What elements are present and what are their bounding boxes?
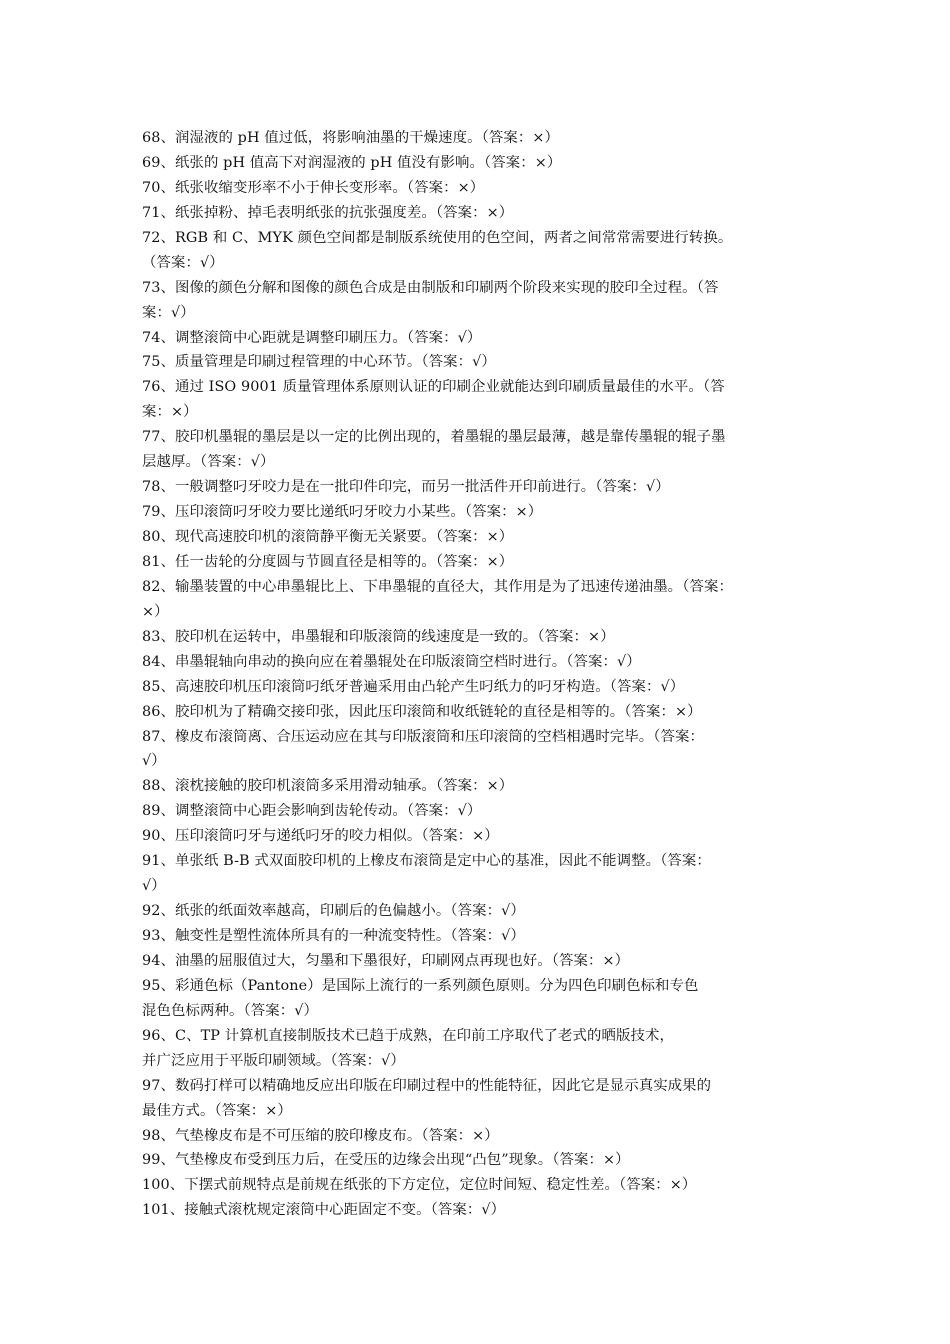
text-line: 81、任一齿轮的分度圆与节圆直径是相等的。（答案：×）	[142, 553, 514, 570]
text-line: 96、C、TP 计算机直接制版技术已趋于成熟，在印前工序取代了老式的晒版技术，	[142, 1027, 674, 1044]
text-line: 案：×）	[142, 404, 198, 421]
text-line: 并广泛应用于平版印刷领域。（答案：√）	[142, 1052, 405, 1069]
text-line: 75、质量管理是印刷过程管理的中心环节。（答案：√）	[142, 354, 496, 371]
text-line: 76、通过 ISO 9001 质量管理体系原则认证的印刷企业就能达到印刷质量最佳的水平。（答	[142, 379, 725, 396]
text-line: 89、调整滚筒中心距会影响到齿轮传动。（答案：√）	[142, 803, 482, 820]
text-line: 层越厚。（答案：√）	[142, 454, 275, 471]
text-line: 87、橡皮布滚筒离、合压运动应在其与印版滚筒和压印滚筒的空档相遇时完毕。（答案：	[142, 728, 704, 745]
text-line: 74、调整滚筒中心距就是调整印刷压力。（答案：√）	[142, 329, 482, 346]
text-line: 85、高速胶印机压印滚筒叼纸牙普遍采用由凸轮产生叼纸力的叼牙构造。（答案：√）	[142, 678, 685, 695]
text-line: 93、触变性是塑性流体所具有的一种流变特性。（答案：√）	[142, 928, 525, 944]
text-line: 71、纸张掉粉、掉毛表明纸张的抗张强度差。（答案：×）	[142, 204, 514, 221]
text-line: 86、胶印机为了精确交接印张，因此压印滚筒和收纸链轮的直径是相等的。（答案：×）	[142, 703, 702, 720]
text-line: 70、纸张收缩变形率不小于伸长变形率。（答案：×）	[142, 179, 485, 196]
text-line: ×）	[142, 603, 169, 620]
text-line: 案：√）	[142, 304, 195, 321]
text-line: 84、串墨辊轴向串动的换向应在着墨辊处在印版滚筒空档时进行。（答案：√）	[142, 653, 641, 670]
text-line: 80、现代高速胶印机的滚筒静平衡无关紧要。（答案：×）	[142, 529, 514, 545]
text-line: 92、纸张的纸面效率越高，印刷后的色偏越小。（答案：√）	[142, 903, 525, 920]
text-line: 83、胶印机在运转中，串墨辊和印版滚筒的线速度是一致的。（答案：×）	[142, 628, 615, 645]
text-line: 94、油墨的屈服值过大，匀墨和下墨很好，印刷网点再现也好。（答案：×）	[142, 952, 630, 969]
text-line: 101、接触式滚枕规定滚筒中心距固定不变。（答案：√）	[142, 1202, 506, 1219]
text-line: 88、滚枕接触的胶印机滚筒多采用滑动轴承。（答案：×）	[142, 778, 514, 795]
text-line: 混色色标两种。（答案：√）	[142, 1002, 318, 1019]
text-line: 100、下摆式前规特点是前规在纸张的下方定位，定位时间短、稳定性差。（答案：×）	[142, 1177, 697, 1194]
text-line: 98、气垫橡皮布是不可压缩的胶印橡皮布。（答案：×）	[142, 1127, 499, 1144]
text-line: 91、单张纸 B-B 式双面胶印机的上橡皮布滚筒是定中心的基准，因此不能调整。（答案：	[142, 853, 711, 870]
text-line: 78、一般调整叼牙咬力是在一批印件印完，而另一批活件开印前进行。（答案：√）	[142, 479, 670, 496]
text-line: 最佳方式。（答案：×）	[142, 1102, 292, 1119]
text-line: 99、气垫橡皮布受到压力后，在受压的边缘会出现“凸包”现象。（答案：×）	[142, 1152, 630, 1169]
text-line: 95、彩通色标（Pantone）是国际上流行的一系列颜色原则。分为四色印刷色标和专色	[142, 977, 699, 994]
text-line: 72、RGB 和 C、MYK 颜色空间都是制版系统使用的色空间，两者之间常常需要进行转换。	[142, 229, 733, 246]
text-line: 77、胶印机墨辊的墨层是以一定的比例出现的，着墨辊的墨层最薄，越是靠传墨辊的辊子墨	[142, 429, 726, 446]
text-line: √）	[142, 878, 166, 895]
text-line: （答案：√）	[142, 254, 224, 271]
text-line: 79、压印滚筒叼牙咬力要比递纸叼牙咬力小某些。（答案：×）	[142, 504, 543, 521]
text-line: 69、纸张的 pH 值高下对润湿液的 pH 值没有影响。（答案：×）	[142, 154, 562, 171]
text-line: √）	[142, 753, 166, 770]
question-list	[142, 126, 832, 1223]
text-line: 73、图像的颜色分解和图像的颜色合成是由制版和印刷两个阶段来实现的胶印全过程。（答	[142, 279, 719, 296]
text-line: 90、压印滚筒叼牙与递纸叼牙的咬力相似。（答案：×）	[142, 828, 499, 845]
text-line: 97、数码打样可以精确地反应出印版在印刷过程中的性能特征，因此它是显示真实成果的	[142, 1077, 712, 1094]
text-line: 68、润湿液的 pH 值过低，将影响油墨的干燥速度。（答案：×）	[142, 130, 560, 146]
text-line: 82、输墨装置的中心串墨辊比上、下串墨辊的直径大，其作用是为了迅速传递油墨。（答案：	[142, 578, 733, 595]
